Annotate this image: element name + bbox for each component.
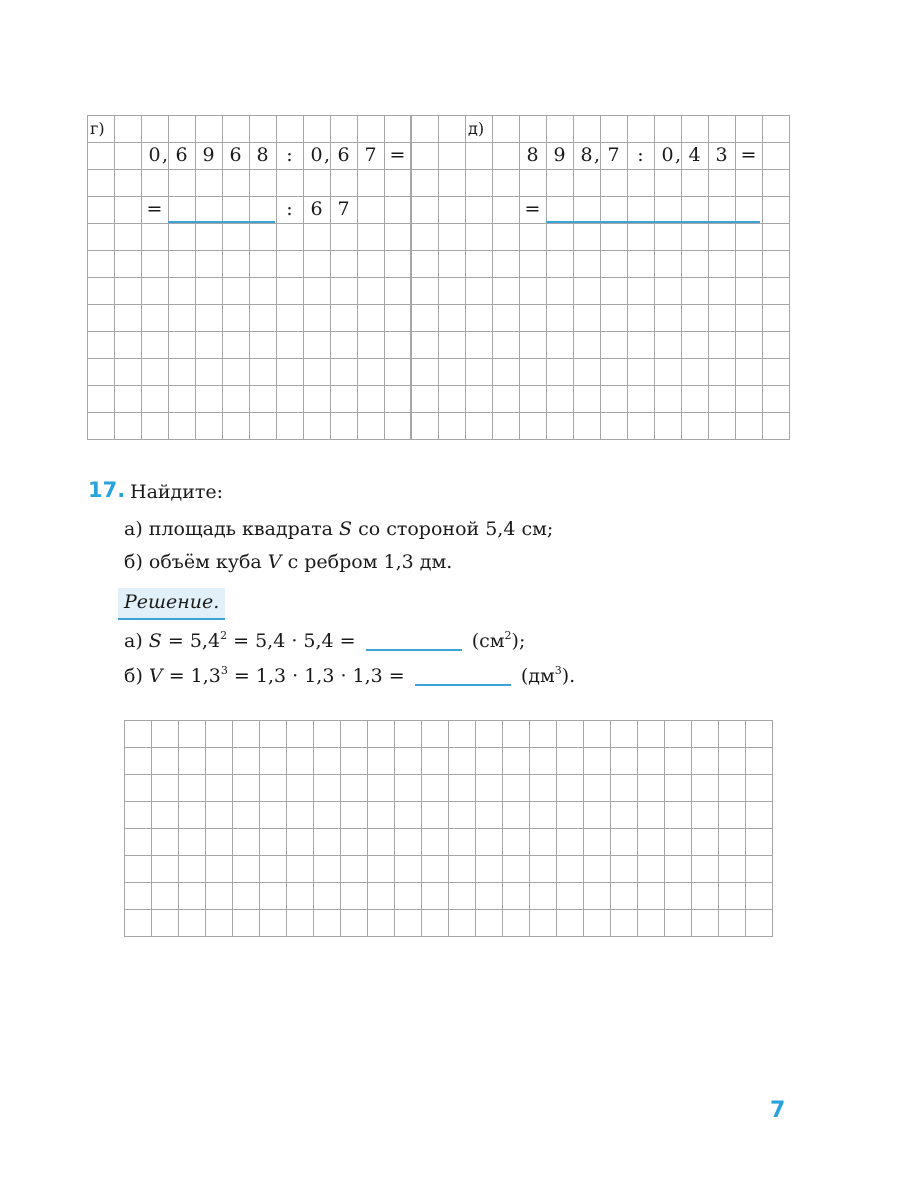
task-item-b-rest: с ребром 1,3 дм.	[287, 551, 453, 573]
expr-d-char: 8	[526, 144, 539, 166]
page-number: 7	[770, 1098, 786, 1123]
expr-d-char: 8	[580, 144, 593, 166]
expr-d-char: :	[637, 144, 644, 166]
task-number: 17.	[88, 478, 126, 502]
divisor-char: 6	[310, 198, 323, 220]
solution-a	[124, 630, 525, 652]
answer-blank-a[interactable]	[366, 649, 462, 651]
task-item-b-text: б) объём куба	[124, 551, 262, 573]
solution-a-eq1: = 5,4	[167, 630, 221, 652]
expr-d-char: 3	[715, 144, 728, 166]
equals-sign: =	[524, 198, 541, 220]
task-item-a-text: а) площадь квадрата	[124, 518, 333, 540]
unit-text: (дм	[520, 665, 555, 687]
unit-text-end: ).	[561, 665, 576, 687]
expr-g-char: 8	[256, 144, 269, 166]
divisor-char: 7	[337, 198, 350, 220]
expr-d-char: =	[740, 144, 757, 166]
exercise-d-label: д)	[468, 118, 485, 138]
solution-b	[124, 665, 575, 687]
var-s: S	[339, 518, 353, 540]
expr-g-char: 6	[337, 144, 350, 166]
task-title: Найдите:	[130, 481, 224, 503]
solution-a-eq2: = 5,4 · 5,4 =	[233, 630, 356, 652]
unit-text: (см	[471, 630, 505, 652]
expr-g-char: 6	[175, 144, 188, 166]
expr-d-char: 4	[688, 144, 701, 166]
equals-sign: =	[146, 198, 163, 220]
exponent: 2	[220, 629, 228, 642]
unit-exponent: 3	[554, 664, 562, 677]
answer-blank-g[interactable]	[168, 221, 275, 223]
expr-g-char: 7	[364, 144, 377, 166]
expr-g-char: ,	[323, 144, 330, 166]
expr-d-char: 7	[607, 144, 620, 166]
expr-d-char: 9	[553, 144, 566, 166]
var-s: S	[148, 630, 162, 652]
expr-d-char: ,	[674, 144, 681, 166]
solution-b-prefix: б)	[124, 665, 143, 687]
answer-blank-d[interactable]	[546, 221, 760, 223]
var-v: V	[148, 665, 163, 687]
var-v: V	[267, 551, 282, 573]
solution-a-prefix: а)	[124, 630, 143, 652]
task-item-b	[124, 551, 452, 573]
expr-d-char: ,	[593, 144, 600, 166]
expr-g-char: 0	[310, 144, 323, 166]
task-item-a	[124, 518, 553, 540]
expr-g-char: 9	[202, 144, 215, 166]
work-grid-bottom[interactable]	[124, 720, 773, 937]
unit-exponent: 2	[504, 629, 512, 642]
answer-blank-b[interactable]	[415, 684, 511, 686]
solution-b-eq1: = 1,3	[168, 665, 221, 687]
exponent: 3	[220, 664, 228, 677]
unit-text-end: );	[511, 630, 526, 652]
expr-g-char: ,	[161, 144, 168, 166]
solution-label: Решение.	[118, 588, 225, 620]
task-item-a-rest: со стороной 5,4 см;	[358, 518, 554, 540]
solution-b-eq2: = 1,3 · 1,3 · 1,3 =	[233, 665, 405, 687]
divisor-char: :	[286, 198, 293, 220]
expr-g-char: :	[286, 144, 293, 166]
expr-g-char: 6	[229, 144, 242, 166]
expr-g-char: 0	[148, 144, 161, 166]
exercise-g-label: г)	[90, 118, 105, 138]
expr-d-char: 0	[661, 144, 674, 166]
expr-g-char: =	[389, 144, 406, 166]
